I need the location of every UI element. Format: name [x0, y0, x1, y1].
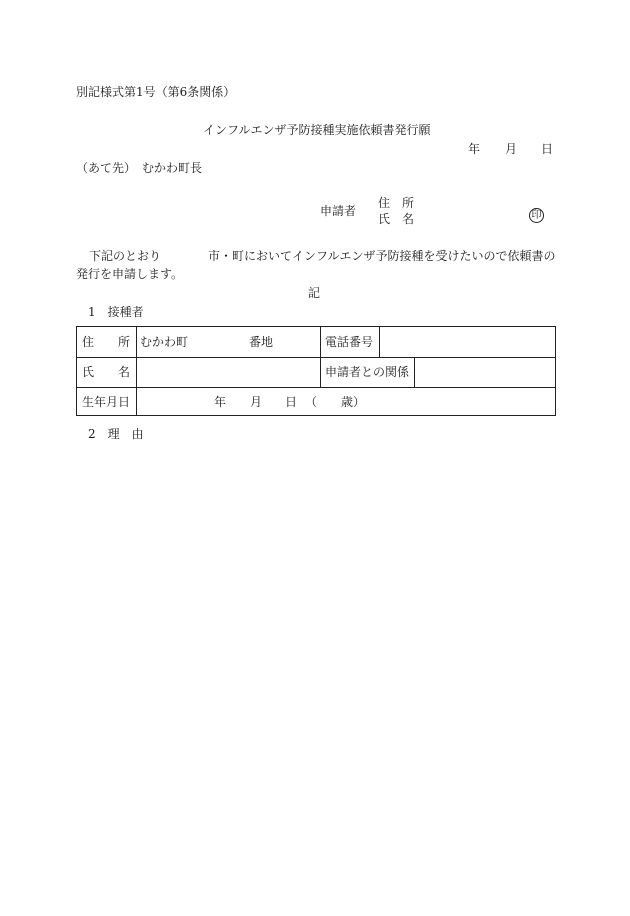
document-title: インフルエンザ予防接種実施依頼書発行願 [203, 123, 431, 137]
date-day: 日 [541, 142, 554, 156]
birth-year: 年 [214, 395, 227, 409]
ki-heading: 記 [308, 286, 321, 300]
age: （ 歳） [305, 395, 366, 409]
date-year: 年 [468, 142, 481, 156]
applicant-name-label: 氏 名 [378, 212, 415, 226]
seal-mark: 印 [529, 208, 544, 223]
birth-label: 生年月日 [82, 395, 131, 409]
phone-label: 電話番号 [325, 335, 374, 349]
addressee: （あて先） むかわ町長 [76, 161, 203, 175]
date-month: 月 [505, 142, 518, 156]
section1-heading: 1 接種者 [88, 305, 144, 319]
table-row-divider [77, 357, 555, 358]
table-row-divider [77, 387, 555, 388]
applicant-label: 申請者 [320, 204, 357, 218]
body-line1-b: 市・町においてインフルエンザ予防接種を受けたいので依頼書の [208, 249, 556, 263]
name-label: 氏 名 [82, 365, 131, 379]
applicant-address-label: 住 所 [378, 196, 415, 210]
table-col-divider [320, 327, 321, 387]
address-label: 住 所 [82, 335, 131, 349]
form-label: 別記様式第1号（第6条関係） [76, 85, 236, 99]
vaccinee-table [76, 326, 556, 416]
address-banchi: 番地 [249, 335, 274, 349]
table-col-divider [414, 357, 415, 387]
birth-month: 月 [250, 395, 263, 409]
birth-day: 日 [285, 395, 298, 409]
relation-label: 申請者との関係 [325, 365, 410, 379]
body-line2: 発行を申請します。 [76, 267, 184, 281]
address-town: むかわ町 [140, 335, 189, 349]
table-col-divider [136, 327, 137, 415]
table-col-divider [379, 327, 380, 357]
body-line1-a: 下記のとおり [89, 249, 162, 263]
section2-heading: 2 理 由 [88, 427, 144, 441]
